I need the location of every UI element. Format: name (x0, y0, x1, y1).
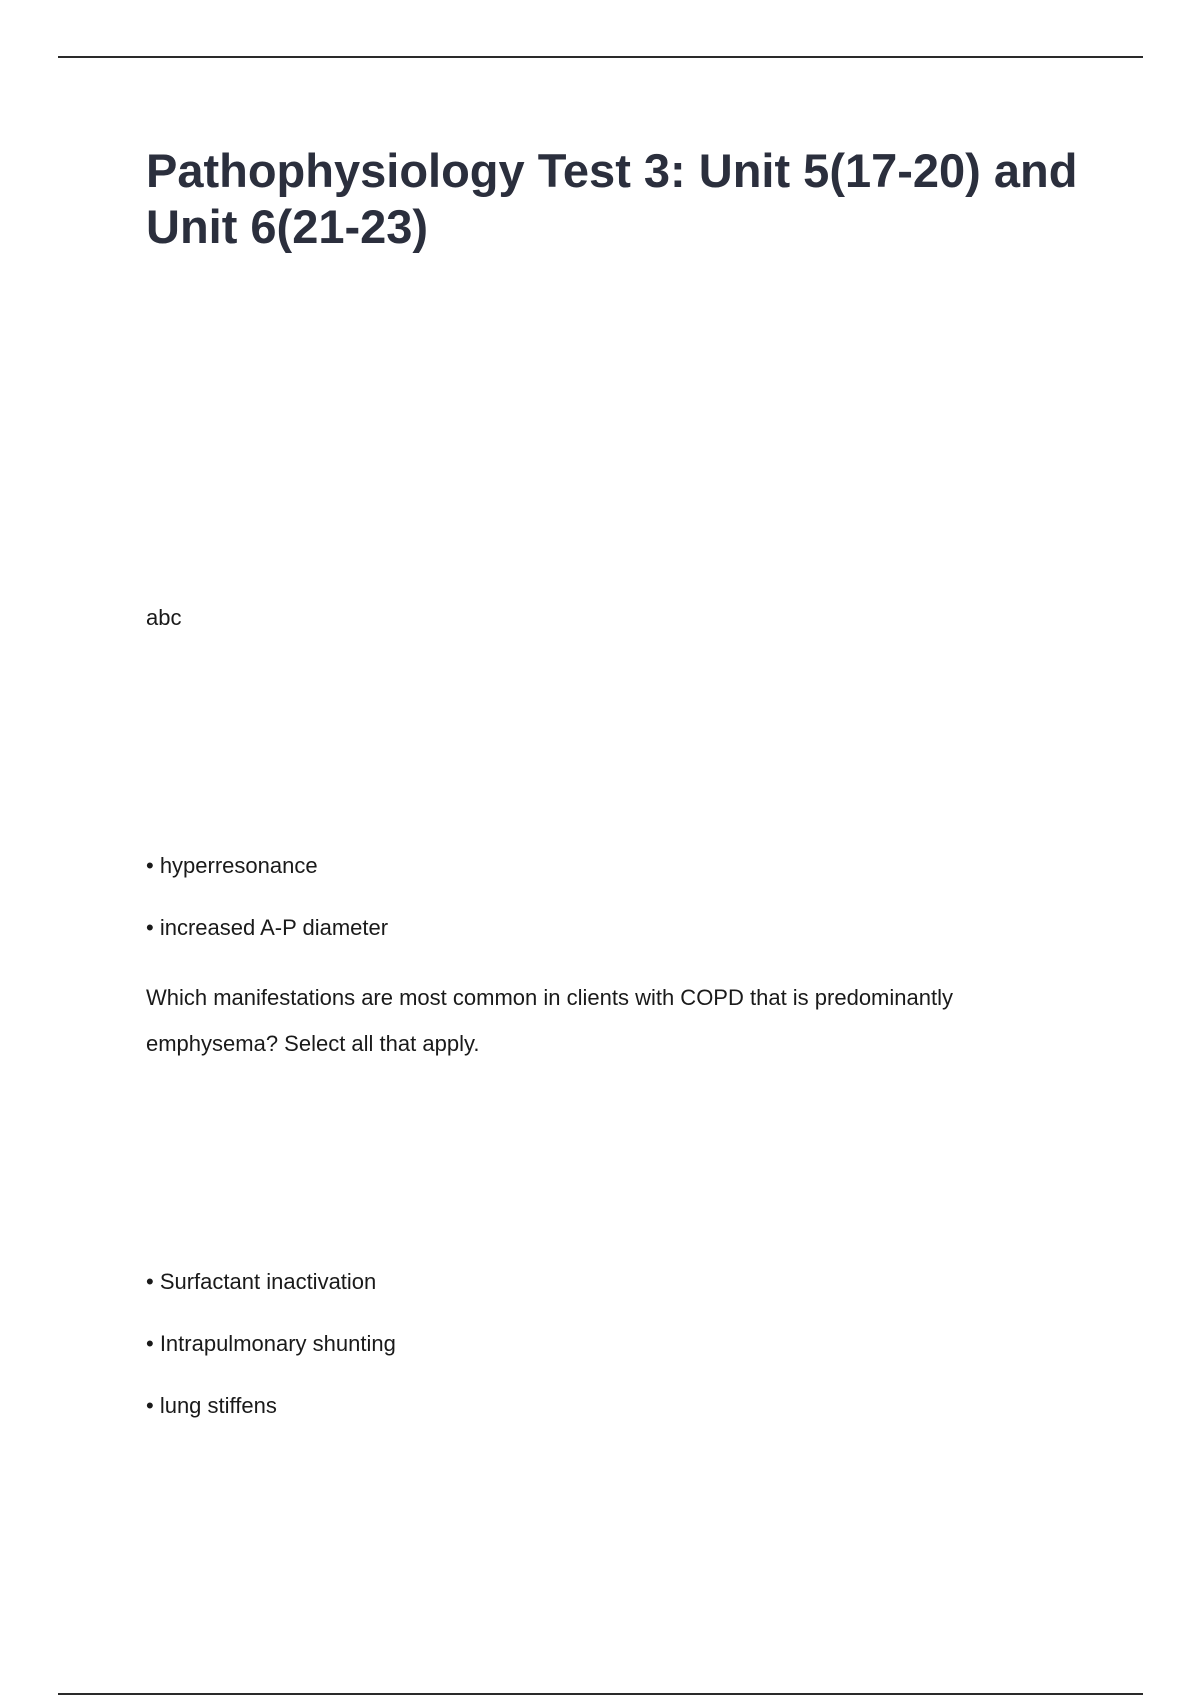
answer-item: • increased A-P diameter (146, 915, 389, 940)
answer-item: • Intrapulmonary shunting (146, 1331, 396, 1356)
section-label: abc (146, 605, 182, 630)
top-divider (58, 56, 1143, 58)
question-text: Which manifestations are most common in clients with COPD that is predominantly emphysema? Select all that apply. (146, 985, 953, 1056)
bottom-divider (58, 1693, 1143, 1695)
document-title: Pathophysiology Test 3: Unit 5(17-20) and Unit 6(21-23) (146, 144, 1078, 253)
answer-item: • hyperresonance (146, 853, 318, 878)
answer-item: • lung stiffens (146, 1393, 277, 1418)
answer-item: • Surfactant inactivation (146, 1269, 377, 1294)
